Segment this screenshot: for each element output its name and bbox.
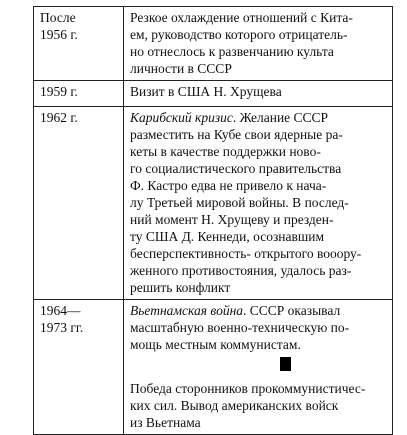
table-row	[34, 107, 393, 300]
history-table	[33, 6, 393, 435]
event-cell	[124, 107, 393, 300]
black-marker-icon	[280, 357, 291, 371]
event-cell: Визит в США Н. Хрущева	[124, 81, 393, 107]
event-cell: Резкое охлаждение отношений с Кита- ем, руководство которого отрицатель- но отнеслось к развенчанию культа личности в СССР	[124, 7, 393, 81]
date-cell: После 1956 г.	[34, 7, 124, 81]
table-row	[34, 81, 393, 107]
table-row	[34, 7, 393, 81]
date-cell: 1962 г.	[34, 107, 124, 300]
table-row	[34, 300, 393, 435]
event-cell	[124, 300, 393, 435]
date-cell: 1959 г.	[34, 81, 124, 107]
event-title: Карибский кризис	[130, 110, 233, 125]
event-description: . Желание СССР разместить на Кубе свои ядерные ра- кеты в качестве поддержки ново- го социалистического правительства Ф. Кастро едва не привело к нача- лу Третьей мировой войны. В послед- ний момент Н. Хрущеву и презден- ту США Д. Кеннеди, осознавшим бесперспективность- открытого вооору- женного противостояния, удалось раз- решить конфликт	[130, 110, 362, 295]
date-cell: 1964— 1973 гг.	[34, 300, 124, 435]
event-description: . СССР оказывал масштабную военно-техническую по- мощь местным коммунистам.	[130, 303, 350, 352]
event-title: Вьетнамская война	[130, 303, 244, 318]
event-result: Победа сторонников прокоммунистичес- ких сил. Вывод американских войск из Вьетнама	[130, 381, 366, 430]
